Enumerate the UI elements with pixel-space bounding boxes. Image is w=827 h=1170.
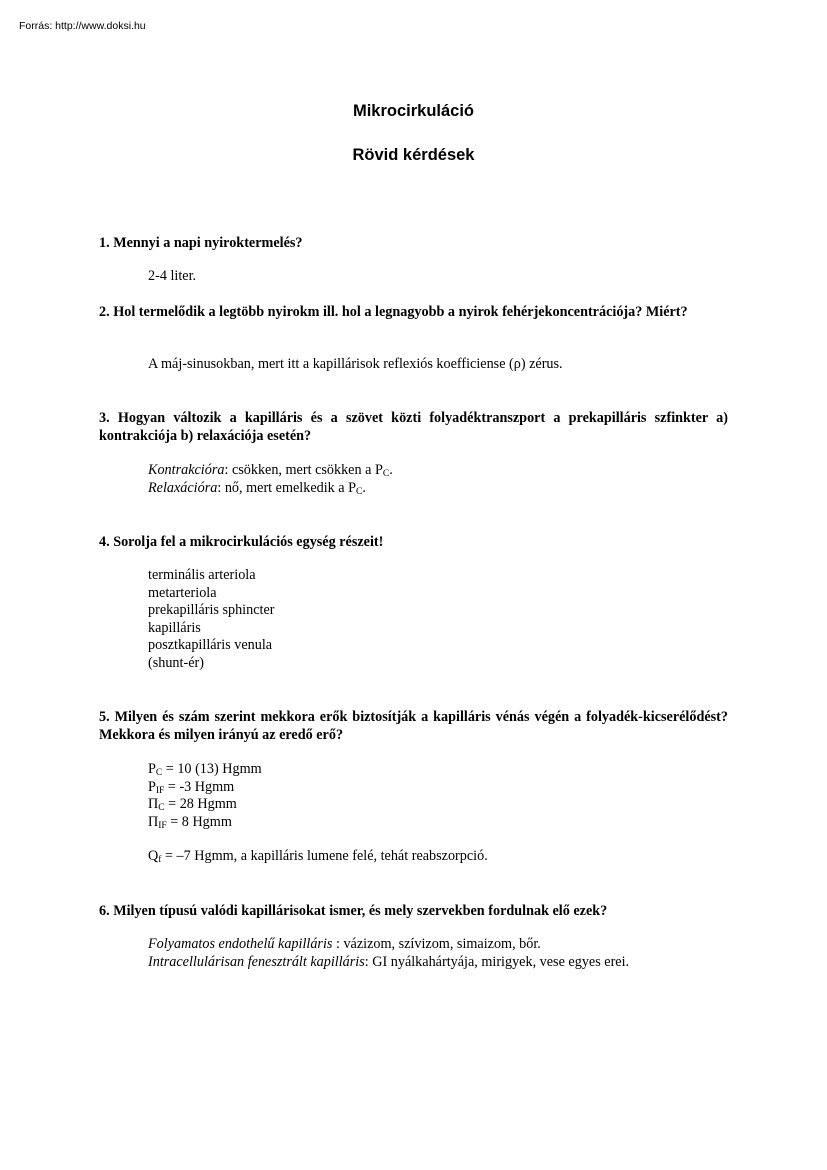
answer-4-list: [148, 567, 274, 672]
answer-5-forces: [148, 761, 262, 831]
force-subscript: C: [155, 768, 163, 778]
contraction-label: Kontrakcióra: [148, 462, 225, 478]
contraction-text: : csökken, mert csökken a P: [224, 462, 383, 478]
answer-5-result: [148, 848, 488, 866]
answer-1-text: 2-4 liter.: [148, 268, 197, 284]
source-note: Forrás: http://www.doksi.hu: [19, 20, 146, 32]
list-item: metarteriola: [148, 584, 217, 601]
answer-3-contraction: [148, 462, 393, 480]
list-item: (shunt-ér): [148, 654, 204, 671]
answer-1: [148, 268, 196, 286]
force-symbol: Π: [148, 813, 159, 830]
answer-2-text: A máj-sinusokban, mert itt a kapillárisok reflexiós koefficiense (ρ) zérus.: [148, 356, 563, 372]
relaxation-label: Relaxációra: [148, 479, 218, 496]
force-symbol: Π: [148, 796, 159, 812]
force-line: [148, 814, 262, 832]
force-symbol: P: [148, 761, 156, 777]
result-symbol: Q: [148, 848, 159, 864]
question-4: 4. Sorolja fel a mikrocirkulációs egység részeit!: [99, 534, 384, 550]
list-item: kapilláris: [148, 619, 201, 636]
force-line: [148, 796, 262, 814]
list-item: terminális arteriola: [148, 567, 256, 583]
relaxation-period: .: [362, 479, 366, 496]
capillary-type-text: : GI nyálkahártyája, mirigyek, vese egyes erei.: [364, 953, 630, 970]
force-value: = 28 Hgmm: [164, 796, 237, 812]
result-subscript: f: [158, 855, 162, 865]
page-title: Mikrocirkuláció: [352, 102, 475, 120]
question-5: 5. Milyen és szám szerint mekkora erők biztosítják a kapilláris vénás végén a folyadék-kicserélődést? Mekkora és milyen irányú az eredő erő?: [99, 709, 728, 743]
relaxation-sub: C: [356, 486, 363, 497]
result-text: = –7 Hgmm, a kapilláris lumene felé, tehát reabszorpció.: [161, 848, 488, 864]
force-line: [148, 761, 262, 779]
force-line: [148, 779, 262, 797]
question-6: 6. Milyen típusú valódi kapillárisokat ismer, és mely szervekben fordulnak elő ezek?: [99, 903, 608, 919]
page-subtitle: Rövid kérdések: [352, 146, 475, 164]
result-line: [148, 848, 488, 866]
question-3: 3. Hogyan változik a kapilláris és a szövet közti folyadéktranszport a prekapilláris szfinkter a) kontrakciója b) relaxációja esetén?: [99, 410, 728, 444]
contraction-sub: C: [382, 469, 390, 479]
answer-2: [148, 356, 563, 374]
question-2: 2. Hol termelődik a legtöbb nyirokm ill. hol a legnagyobb a nyirok fehérjekoncentrációja? Miért?: [99, 304, 688, 320]
answer-3: [148, 462, 393, 497]
capillary-type-text: : vázizom, szívizom, simaizom, bőr.: [332, 936, 541, 952]
answer-3-relaxation: [148, 480, 393, 498]
answer-6-line-2: [148, 954, 629, 972]
answer-6: [148, 936, 629, 971]
list-item: posztkapilláris venula: [148, 637, 273, 653]
question-1: 1. Mennyi a napi nyiroktermelés?: [99, 235, 303, 251]
answer-6-line-1: [148, 936, 629, 954]
force-value: = -3 Hgmm: [164, 778, 235, 795]
relaxation-text: : nő, mert emelkedik a P: [217, 479, 357, 496]
force-subscript: IF: [158, 820, 167, 831]
capillary-type-label: Folyamatos endothelű kapilláris: [148, 936, 333, 952]
force-symbol: P: [148, 778, 156, 795]
force-subscript: IF: [155, 785, 165, 796]
capillary-type-label: Intracellulárisan fenesztrált kapilláris: [148, 953, 365, 970]
contraction-period: .: [389, 462, 393, 478]
force-value: = 10 (13) Hgmm: [162, 761, 262, 777]
force-subscript: C: [158, 803, 165, 813]
list-item: prekapilláris sphincter: [148, 602, 275, 618]
force-value: = 8 Hgmm: [166, 813, 232, 830]
